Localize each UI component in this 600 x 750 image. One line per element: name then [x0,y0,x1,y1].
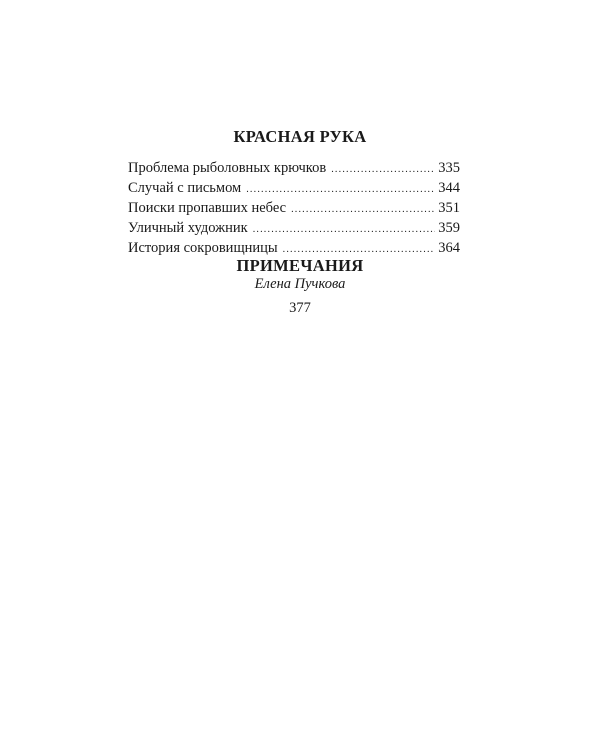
toc-entry-title: Уличный художник [128,220,248,236]
table-of-contents [128,158,460,258]
section-title-notes: ПРИМЕЧАНИЯ [236,256,364,275]
toc-entry[interactable] [128,238,460,258]
toc-entry-title: Поиски пропавших небес [128,200,287,216]
toc-entry-page: 344 [438,180,460,196]
toc-entry[interactable] [128,158,460,178]
toc-dot-leader [291,200,435,220]
toc-dot-leader [253,220,436,240]
toc-entry[interactable] [128,198,460,218]
toc-dot-leader [331,160,435,180]
toc-entry-page: 359 [438,220,460,236]
toc-entry-title: Случай с письмом [128,180,242,196]
toc-entry-page: 364 [438,240,460,256]
toc-entry[interactable] [128,218,460,238]
section-title-red-hand: КРАСНАЯ РУКА [233,127,367,146]
toc-entry-title: Проблема рыболовных крючков [128,160,327,176]
toc-entry[interactable] [128,178,460,198]
toc-dot-leader [246,180,435,200]
toc-entry-page: 351 [438,200,460,216]
toc-entry-title: История сокровищницы [128,240,278,256]
notes-author: Елена Пучкова [254,276,346,292]
notes-page-number: 377 [289,300,311,316]
toc-entry-page: 335 [438,160,460,176]
